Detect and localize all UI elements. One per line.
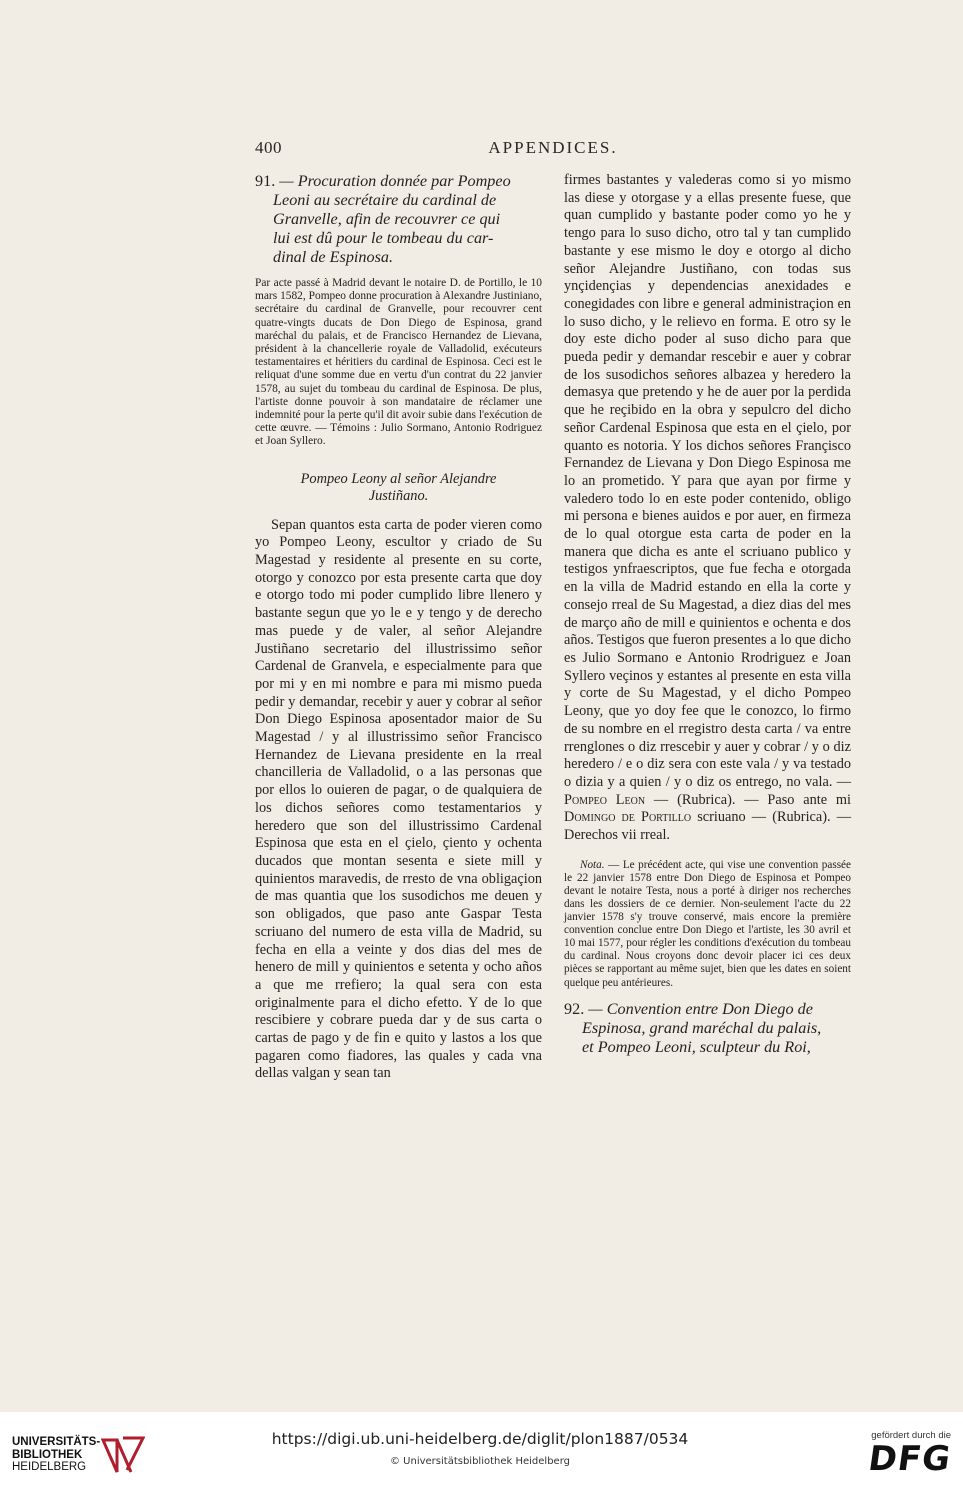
viewer-footer <box>0 1412 963 1487</box>
doc92-number: 92. <box>564 999 585 1018</box>
doc92-title-line: — Convention entre Don Diego de <box>588 999 813 1018</box>
doc92-title-line: Espinosa, grand maréchal du palais, <box>582 1018 822 1037</box>
page-number: 400 <box>255 138 282 157</box>
doc91-title-line: Leoni au secrétaire du cardinal de <box>273 191 497 209</box>
library-name-line: HEIDELBERG <box>12 1461 87 1473</box>
signature-text: scriuano — (Rubrica). — Derechos vii rreal. <box>564 809 851 844</box>
library-emblem-icon <box>101 1436 145 1476</box>
notary-name: Domingo de Portillo <box>564 809 692 826</box>
right-column <box>564 172 851 1067</box>
dfg-wordmark: DFG <box>865 1439 954 1479</box>
library-name-line: UNIVERSITÄTS- <box>12 1436 101 1448</box>
doc91-subtitle-line2: Justiñano. <box>368 487 429 504</box>
doc92-title-line: et Pompeo Leoni, sculpteur du Roi, <box>582 1037 811 1056</box>
doc91-subtitle <box>255 471 542 505</box>
signature-text: — (Rubrica). — Paso ante mi <box>645 791 851 808</box>
doc91-summary: Par acte passé à Madrid devant le notaire D. de Portillo, le 10 mars 1582, Pompeo donne procuration à Alexandre Justiniano, secrétaire du cardinal de Granvelle, pour recouvrer cent quatre-vingts ducats de Don Diego de Espinosa, grand maréchal du palais, et de Francisco Hernandez de Lievana, président à la chancellerie royale de Valladolid, exécuteurs testamentaires et héritiers du cardinal de Espinosa. Ceci est le reliquat d'une somme due en vertu d'un contrat du 22 janvier 1578, au sujet du tombeau du cardinal de Espinosa. De plus, l'artiste donne pouvoir à son mandataire de réclamer une indemnité pour la perte qu'il dit avoir subie dans l'exécution de cette œuvre. — Témoins : Julio Sormano, Antonio Rodriguez et Joan Syllero. <box>255 277 542 448</box>
doc91-title-line: dinal de Espinosa. <box>273 248 394 266</box>
signature-name: Pompeo Leon <box>564 791 646 808</box>
left-column <box>255 172 542 1083</box>
doc91-text-right-main: firmes bastantes y valederas como si yo mismo las diese y otorgase y a ellas presente fuese, que quan cumplido y bastante poder como yo he y tengo para lo suso dicho, otro tal y tan cumplido bastante y ese mismo le doy e otorgo al dicho señor Alejandre Justiñano, con todas sus ynçidençias y dependencias anexidades e conegidades con libre e general administraçion en lo suso dicho, y le relievo en forma. E otro sy le doy este dicho poder al suso dicho para que pueda pedir y demandar rescebir e auer y cobrar de los susodichos señores albazea y heredero la demasya que pretendo y he de auer por la perdida que he reçibido en la obra y sepulcro del dicho señor Cardenal Espinosa que esta en el çielo, por quanto es notoria. Y los dichos señores Françisco Fernandez de Lievana y Don Diego Espinosa me lo an prometido. Y para que ayan por firme y valedero todo lo en este poder contenido, obligo mi persona e bienes auidos e por auer, en firmeza de lo qual otorgue esta carta de poder en la manera que dicha es ante el scriuano publico y testigos ynfraescriptos, que fue fecha e otorgada en la villa de Madrid estando en ella la corte y consejo rreal de Su Magestad, a diez dias del mes de março año de mill e quinientos e ochenta e dos años. Testigos que fueron presentes a lo que dicho es Julio Sormano e Antonio Rrodriguez e Joan Syllero veçinos y estantes al presente en esta villa y corte de Su Magestad, y el dicho Pompeo Leony, que yo doy fee que le conozco, lo firmo de su nombre en el rregistro desta carta / va entre rrenglones o diz rrescebir y auer y cobrar / y o diz heredero / e o diz sera con este vala / y va testado o dizia y a quien / y o diz os entrego, no vala. — <box>564 172 851 790</box>
copyright-notice: © Universitätsbibliothek Heidelberg <box>389 1456 570 1467</box>
running-head <box>255 138 851 162</box>
library-name-line: BIBLIOTHEK <box>12 1448 83 1461</box>
doc91-text-right <box>564 172 851 845</box>
funded-by-label: gefördert durch die <box>871 1430 951 1441</box>
library-name <box>12 1436 100 1474</box>
doc92-heading <box>564 1000 851 1057</box>
note-text: — Le précédent acte, qui vise une convention passée le 22 janvier 1578 entre Don Diego de Espinosa et Pompeo devant le notaire Testa, nous a porté à diriger nos recherches dans les dossiers de ce dernier. Non-seulement l'acte du 22 janvier 1578 s'y trouve conservé, mais encore la première convention conclue entre Don Diego et l'artiste, les 30 avril et 10 mai 1577, pour régler les conditions d'exécution du tombeau du cardinal. Nous croyons donc devoir placer ici ces deux pièces se rapportant au même sujet, bien que les dates en soient quelque peu antérieures. <box>564 858 851 989</box>
doc91-number: 91. <box>255 172 276 190</box>
running-title: APPENDICES. <box>488 138 618 157</box>
doc91-note <box>564 859 851 990</box>
note-label: Nota. <box>580 858 605 871</box>
doc91-title-line: lui est dû pour le tombeau du car- <box>273 229 494 247</box>
doc91-heading <box>255 172 542 267</box>
permalink-url[interactable]: https://digi.ub.uni-heidelberg.de/diglit/plon1887/0534 <box>271 1430 689 1448</box>
doc91-text-left: Sepan quantos esta carta de poder vieren como yo Pompeo Leony, escultor y criado de Su Magestad y residente al presente en su corte, otorgo y conozco por esta presente carta que doy e otorgo todo mi poder cumplido libre llenero y bastante segun que yo le e y tengo y de derecho mas puede y de valer, al señor Alejandre Justiñano secretario del illustrissimo señor Cardenal de Granvela, e especialmente para que por mi y en mi nombre e para mi mismo pueda pedir y demandar, recebir y auer y cobrar al señor Don Diego Espinosa aposentador maior de Su Magestad / y al illustrissimo señor Francisco Hernandez de Lievana presidente en la rreal chancilleria de Valladolid, o a las personas que por ellos lo ouieren de pagar, o de qualquiera de los dichos señores como testamentarios y heredero que son del illustrissimo Cardenal Espinosa que esta en el çielo, çiento y ochenta ducados que montan sesenta e siete mill y quinientos maravedis, de rresto de vna obligaçion de mas quantia que los susodichos me deuen y son obligados, que paso ante Gaspar Testa scriuano del numero de esta villa de Madrid, su fecha en ella a veinte y dos dias del mes de henero de mill y quinientos e setenta y ocho años a que me rrefiero; la qual sera con esta originalmente para el dicho efetto. Y de lo que rescibiere y cobrare pueda dar y de sus carta o cartas de pago y de fin e quito y lastos a los que pagaren como fiadores, las quales y cada vna dellas valgan y sean tan <box>255 516 542 1082</box>
dfg-logo[interactable] <box>855 1430 954 1480</box>
library-logo[interactable] <box>12 1436 138 1476</box>
doc91-title-line: Granvelle, afin de recouvrer ce qui <box>273 210 501 228</box>
doc91-title-line: — Procuration donnée par Pompeo <box>279 172 511 190</box>
doc91-subtitle-line1: Pompeo Leony al señor Alejandre <box>300 470 497 487</box>
